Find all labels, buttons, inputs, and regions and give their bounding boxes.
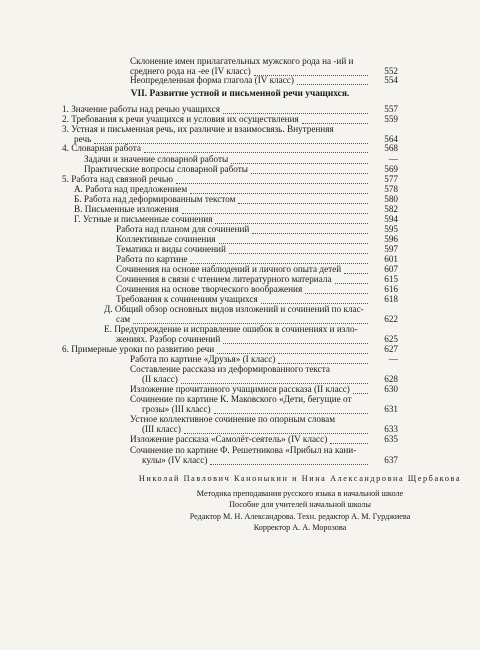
- imprint-editor: Редактор М. Н. Александрова. Техн. редактор А. М. Гурджиева: [189, 512, 411, 521]
- toc-page-number: 568: [384, 143, 398, 153]
- toc-entry-text: (III класс): [142, 424, 181, 434]
- toc-page-number: 618: [384, 294, 398, 304]
- toc-entry: [142, 455, 398, 466]
- toc-entry-text: Изложение прочитанного учащимися рассказа (II класс): [130, 384, 350, 394]
- toc-page-number: 616: [384, 284, 398, 294]
- toc-entry-text: (II класс): [142, 374, 178, 384]
- toc-entry-text: Работа по картине «Друзья» (I класс): [130, 354, 276, 364]
- toc-page-number: 557: [384, 104, 398, 114]
- toc-entry-text: Неопределенная форма глагола (IV класс): [130, 75, 294, 85]
- toc-entry-text: Сочинение по картине Ф. Решетникова «Прибыл на кани-: [130, 445, 357, 455]
- toc-page-number: 577: [384, 174, 398, 184]
- toc-entry-text: Изложение рассказа «Самолёт-сеятель» (IV класс): [130, 434, 328, 444]
- toc-page-number: 633: [384, 424, 398, 434]
- toc-entry-text: Требования к сочинениям учащихся: [116, 294, 258, 304]
- toc-page-number: 597: [384, 244, 398, 254]
- toc-page-number: 625: [384, 334, 398, 344]
- toc-page-number: 601: [384, 254, 398, 264]
- toc-entry-text: Тематика и виды сочинений: [116, 244, 226, 254]
- section-heading: VII. Развитие устной и письменной речи учащихся.: [130, 89, 350, 99]
- toc-entry-text: грозы» (III класс): [142, 404, 211, 414]
- toc-page-number: —: [388, 154, 398, 164]
- toc-entry-text: Практические вопросы словарной работы: [84, 164, 248, 174]
- toc-leader-dots: [297, 84, 368, 85]
- toc-entry-text: Задачи и значение словарной работы: [84, 154, 229, 164]
- toc-entry-text: 4. Словарная работа: [62, 143, 141, 153]
- toc-entry-text: Сочинения в связи с чтением литературного материала: [116, 274, 332, 284]
- toc-entry-text: Сочинения на основе творческого воображения: [116, 284, 303, 294]
- toc-entry-text: Сочинение по картине К. Маковского «Дети, бегущие от: [130, 394, 352, 404]
- toc-entry: [130, 434, 398, 445]
- imprint-corrector: Корректор А. А. Морозова: [253, 523, 347, 532]
- toc-entry: [130, 75, 398, 86]
- toc-entry-text: сам: [116, 314, 131, 324]
- toc-page-number: 631: [384, 404, 398, 414]
- toc-page-number: 559: [384, 114, 398, 124]
- toc-page-number: 627: [384, 344, 398, 354]
- toc-entry-text: 3. Устная и письменная речь, их различие и взаимосвязь. Внутренняя: [62, 124, 334, 134]
- toc-page-number: 635: [384, 434, 398, 444]
- toc-entry-text: 1. Значение работы над речью учащихся: [62, 104, 220, 114]
- toc-page-number: 615: [384, 274, 398, 284]
- toc-page-number: 628: [384, 374, 398, 384]
- toc-page-number: 569: [384, 164, 398, 174]
- toc-leader-dots: [144, 152, 368, 153]
- toc-page-number: 582: [384, 204, 398, 214]
- toc-page-number: 580: [384, 194, 398, 204]
- toc-entry-text: Склонение имен прилагательных мужского рода на -ий и: [130, 56, 354, 66]
- toc-page-number: 554: [384, 75, 398, 85]
- imprint-subtitle: Пособие для учителей начальной школы: [229, 500, 371, 509]
- toc-entry-text: Д. Общий обзор основных видов изложений и сочинений по клас-: [104, 304, 364, 314]
- toc-entry-text: Сочинения на основе наблюдений и личного опыта детей: [116, 264, 342, 274]
- toc-entry-text: Работа по картине: [116, 254, 188, 264]
- toc-page-number: 564: [384, 134, 398, 144]
- toc-entry-text: среднего рода на -ее (IV класс): [130, 66, 251, 76]
- toc-entry-text: В. Письменные изложения: [74, 204, 179, 214]
- toc-page-number: 622: [384, 314, 398, 324]
- toc-entry-text: речь: [74, 134, 92, 144]
- toc-entry-text: жениях. Разбор сочинений: [116, 334, 221, 344]
- toc-page-number: 594: [384, 214, 398, 224]
- toc-page-number: 607: [384, 264, 398, 274]
- toc-entry-text: кулы» (IV класс): [142, 455, 208, 465]
- toc-page-number: —: [388, 354, 398, 364]
- toc-page-number: 596: [384, 234, 398, 244]
- toc-entry-text: Работа над планом для сочинений: [116, 224, 250, 234]
- toc-entry-text: 2. Требования к речи учащихся и условия их осуществления: [62, 114, 299, 124]
- toc-page-number: 630: [384, 384, 398, 394]
- toc-entry-text: Г. Устные и письменные сочинения: [74, 214, 213, 224]
- imprint-authors: Николай Павлович Каноныкин и Нина Александровна Щербакова: [138, 474, 462, 483]
- toc-entry-text: Коллективные сочинения: [116, 234, 216, 244]
- toc-entry-text: 5. Работа над связной речью: [62, 174, 173, 184]
- toc-entry-text: Составление рассказа из деформированного текста: [130, 364, 330, 374]
- toc-entry: [62, 143, 398, 154]
- toc-leader-dots: [330, 443, 368, 444]
- toc-leader-dots: [210, 464, 368, 465]
- toc-page-number: 637: [384, 455, 398, 465]
- toc-entry-text: А. Работа над предложением: [74, 184, 188, 194]
- toc-entry-text: Б. Работа над деформированным текстом: [74, 194, 236, 204]
- imprint-title: Методика преподавания русского языка в начальной школе: [196, 489, 404, 498]
- toc-page-number: 552: [384, 66, 398, 76]
- toc-page-number: 578: [384, 184, 398, 194]
- toc-entry-text: Устное коллективное сочинение по опорным словам: [130, 414, 336, 424]
- toc-entry-text: 6. Примерные уроки по развитию речи: [62, 344, 215, 354]
- toc-entry-text: Е. Предупреждение и исправление ошибок в сочинениях и изло-: [104, 324, 358, 334]
- toc-page-number: 595: [384, 224, 398, 234]
